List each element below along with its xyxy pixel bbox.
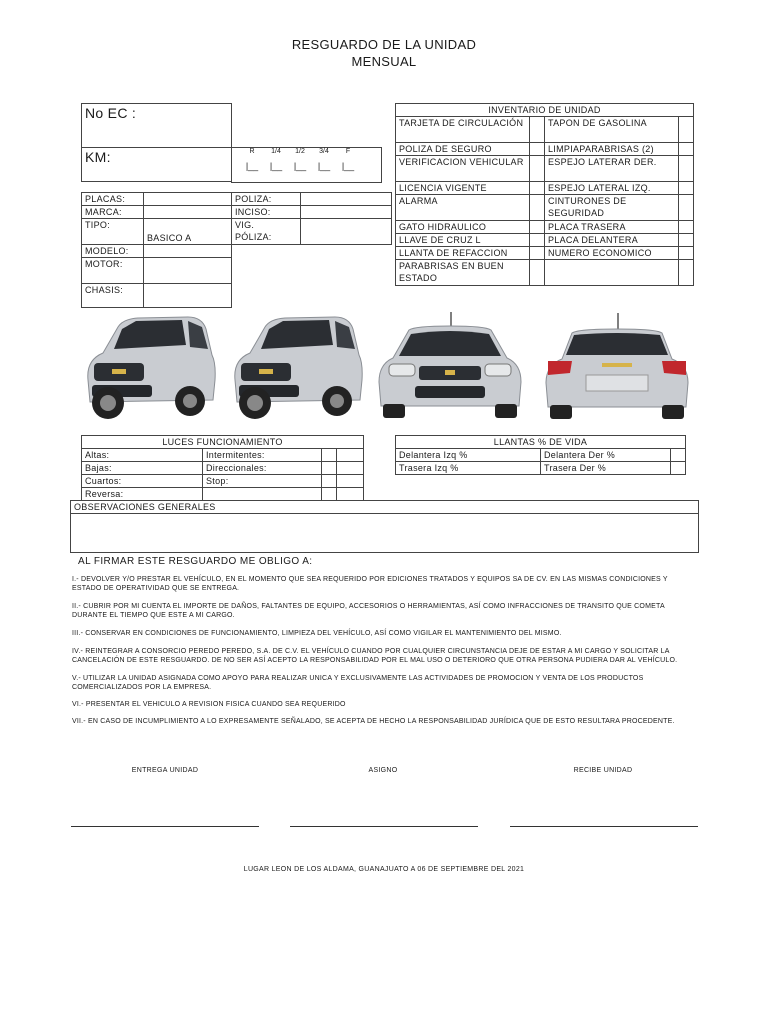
inventory-check[interactable] [679, 195, 694, 221]
sig-recibe-line[interactable] [510, 826, 698, 827]
sig-entrega-label: ENTREGA UNIDAD [131, 767, 199, 774]
inventory-check[interactable] [530, 182, 545, 195]
motor-label: MOTOR: [82, 258, 144, 284]
inventory-check[interactable] [679, 182, 694, 195]
light-direccionales-label: Direccionales: [203, 462, 322, 475]
inventory-item: VERIFICACION VEHICULAR [396, 156, 530, 182]
tire-tra-der-label: Trasera Der % [541, 462, 671, 475]
car-front-right-view [225, 305, 365, 423]
light-cuartos-label: Cuartos: [82, 475, 203, 488]
marca-value[interactable] [144, 206, 232, 219]
car-rear-view [542, 313, 692, 423]
motor-value[interactable] [144, 258, 232, 284]
empty-cell [232, 284, 301, 308]
inventory-check[interactable] [530, 156, 545, 182]
empty-cell [301, 245, 392, 258]
inventory-item: LICENCIA VIGENTE [396, 182, 530, 195]
inventory-table [395, 103, 694, 286]
inventory-check[interactable] [679, 221, 694, 234]
light-check[interactable] [337, 475, 364, 488]
inventory-check[interactable] [530, 143, 545, 156]
tire-value[interactable] [671, 449, 686, 462]
vig-poliza-value[interactable] [301, 219, 392, 245]
fuel-levels [240, 148, 360, 155]
inventory-check[interactable] [679, 117, 694, 143]
empty-cell [232, 245, 301, 258]
lights-table [81, 435, 364, 501]
vig-poliza-label [232, 219, 301, 245]
fuel-check-quarter[interactable]: |__ [269, 161, 283, 171]
sig-entrega-line[interactable] [71, 826, 259, 827]
inventory-check[interactable] [679, 234, 694, 247]
fuel-check-r[interactable]: |__ [245, 161, 259, 171]
light-check[interactable] [322, 475, 337, 488]
modelo-label: MODELO: [82, 245, 144, 258]
inventory-item: TARJETA DE CIRCULACIÓN [396, 117, 530, 143]
light-check[interactable] [322, 488, 337, 501]
chasis-value[interactable] [144, 284, 232, 308]
fuel-check-three-quarter[interactable]: |__ [317, 161, 331, 171]
no-ec-label: No EC : [85, 105, 137, 121]
km-field[interactable] [82, 148, 232, 182]
placas-value[interactable] [144, 193, 232, 206]
poliza-value[interactable] [301, 193, 392, 206]
inventory-check[interactable] [530, 195, 545, 221]
inventory-item: NUMERO ECONOMICO [545, 247, 679, 260]
empty-cell [301, 258, 392, 284]
sig-asigno-line[interactable] [290, 826, 478, 827]
car-front-left-view [78, 305, 218, 423]
empty-cell [301, 284, 392, 308]
empty-cell [232, 258, 301, 284]
tire-del-izq-label: Delantera Izq % [396, 449, 541, 462]
fuel-level-half: 1/2 [295, 148, 305, 155]
inventory-check[interactable] [679, 247, 694, 260]
light-reversa-label: Reversa: [82, 488, 203, 501]
inventory-item: LIMPIAPARABRISAS (2) [545, 143, 679, 156]
inventory-check[interactable] [530, 234, 545, 247]
fuel-check-full[interactable]: |__ [341, 161, 355, 171]
clause-3: III.- CONSERVAR EN CONDICIONES DE FUNCIONAMIENTO, LIMPIEZA DEL VEHÍCULO, ASÍ COMO VIGILAR EL MANTENIMIENTO DEL MISMO. [72, 630, 562, 637]
vig-line1: VIG. [235, 220, 255, 230]
fuel-level-three-quarter: 3/4 [319, 148, 329, 155]
tires-title: LLANTAS % DE VIDA [396, 436, 686, 449]
light-altas-label: Altas: [82, 449, 203, 462]
km-label: KM: [85, 149, 111, 165]
inventory-item: ESPEJO LATERAL IZQ. [545, 182, 679, 195]
light-check[interactable] [337, 449, 364, 462]
observations-box[interactable] [70, 500, 699, 553]
commitment-heading: AL FIRMAR ESTE RESGUARDO ME OBLIGO A: [78, 556, 313, 567]
light-intermitentes-label: Intermitentes: [203, 449, 322, 462]
inventory-check[interactable] [679, 143, 694, 156]
inventory-item: TAPON DE GASOLINA [545, 117, 679, 143]
tipo-label: TIPO: [82, 219, 144, 245]
tires-table [395, 435, 686, 475]
inventory-item: POLIZA DE SEGURO [396, 143, 530, 156]
clause-1: I.- DEVOLVER Y/O PRESTAR EL VEHÍCULO, EN EL MOMENTO QUE SEA REQUERIDO POR EDICIONES TRATADOS Y EQUIPOS SA DE CV. EN LAS MISMAS CONDICIONES Y ESTADO DE OPERATIVIDAD QUE SE ENTREGA. [72, 576, 668, 592]
clause-5: V.- UTILIZAR LA UNIDAD ASIGNADA COMO APOYO PARA REALIZAR UNICA Y EXCLUSIVAMENTE LAS ACTIVIDADES DE PROMOCION Y VENTA DE LOS PRODUCTOS COMERCIALIZADOS POR LA EMPRESA. [72, 675, 644, 691]
header-box [81, 103, 232, 182]
tipo-value[interactable]: BASICO A [144, 219, 232, 245]
light-check[interactable] [337, 462, 364, 475]
vig-line2: PÓLIZA: [235, 232, 272, 242]
inventory-check[interactable] [679, 260, 694, 286]
inventory-check[interactable] [679, 156, 694, 182]
tire-value[interactable] [671, 462, 686, 475]
fuel-level-quarter: 1/4 [271, 148, 281, 155]
fuel-level-r: R [249, 148, 255, 155]
fuel-level-full: F [345, 148, 351, 155]
poliza-label: POLIZA: [232, 193, 301, 206]
inventory-item: GATO HIDRAULICO [396, 221, 530, 234]
inventory-item: ESPEJO LATERAR DER. [545, 156, 679, 182]
sig-recibe-label: RECIBE UNIDAD [573, 767, 633, 774]
fuel-check-half[interactable]: |__ [293, 161, 307, 171]
inventory-item [545, 260, 679, 286]
clause-7: VII.- EN CASO DE INCUMPLIMIENTO A LO EXPRESAMENTE SEÑALADO, SE ACEPTA DE HECHO LA RESPONSABILIDAD JURÍDICA QUE DE ESTO RESULTARA PROCEDENTE. [72, 718, 675, 725]
placas-label: PLACAS: [82, 193, 144, 206]
inventory-check[interactable] [530, 117, 545, 143]
vehicle-data-table [81, 192, 392, 308]
lights-title: LUCES FUNCIONAMIENTO [82, 436, 364, 449]
clause-2: II.- CUBRIR POR MI CUENTA EL IMPORTE DE DAÑOS, FALTANTES DE EQUIPO, ACCESORIOS O HERRAMIENTAS, ASÍ COMO INFRACCIONES DE TRANSITO QUE COMETA DURANTE EL TIEMPO QUE ESTE A MI CARGO. [72, 603, 665, 619]
light-bajas-label: Bajas: [82, 462, 203, 475]
chasis-label: CHASIS: [82, 284, 144, 308]
inventory-item: LLANTA DE REFACCION [396, 247, 530, 260]
place-date: LUGAR LEON DE LOS ALDAMA, GUANAJUATO A 06 DE SEPTIEMBRE DEL 2021 [243, 866, 525, 873]
car-front-view [375, 310, 525, 422]
light-check[interactable] [203, 488, 322, 501]
marca-label: MARCA: [82, 206, 144, 219]
inventory-item: LLAVE DE CRUZ L [396, 234, 530, 247]
no-ec-field[interactable] [82, 104, 232, 148]
document-subtitle: MENSUAL [351, 54, 417, 69]
light-check[interactable] [322, 462, 337, 475]
light-stop-label: Stop: [203, 475, 322, 488]
inciso-value[interactable] [301, 206, 392, 219]
inventory-item: PARABRISAS EN BUEN ESTADO [396, 260, 530, 286]
clause-4: IV.- REINTEGRAR A CONSORCIO PEREDO PEREDO, S.A. DE C.V. EL VEHÍCULO CUANDO POR CUALQUIER CIRCUNSTANCIA DEJE DE ESTAR A MI CARGO Y SOLICITAR LA CANCELACIÓN DE ESTE RESGUARDO. DE NO SER ASÍ ACEPTO LA RESPONSABILIDAD POR EL MAL USO O DETERIORO QUE OTRA PERSONA PUDIERA DAR AL VEHÍCULO. [72, 648, 678, 664]
inventory-check[interactable] [530, 247, 545, 260]
inventory-check[interactable] [530, 260, 545, 286]
light-check[interactable] [337, 488, 364, 501]
inventory-item: CINTURONES DE SEGURIDAD [545, 195, 679, 221]
inventory-item: PLACA TRASERA [545, 221, 679, 234]
modelo-value[interactable] [144, 245, 232, 258]
inventory-title: INVENTARIO DE UNIDAD [396, 104, 694, 117]
light-check[interactable] [322, 449, 337, 462]
observations-title: OBSERVACIONES GENERALES [71, 501, 698, 514]
clause-6: VI.- PRESENTAR EL VEHICULO A REVISION FISICA CUANDO SEA REQUERIDO [72, 701, 346, 708]
sig-asigno-label: ASIGNO [368, 767, 398, 774]
tire-del-der-label: Delantera Der % [541, 449, 671, 462]
tire-tra-izq-label: Trasera Izq % [396, 462, 541, 475]
document-title: RESGUARDO DE LA UNIDAD [291, 37, 477, 52]
inventory-item: ALARMA [396, 195, 530, 221]
fuel-checkboxes [240, 161, 360, 171]
inciso-label: INCISO: [232, 206, 301, 219]
inventory-item: PLACA DELANTERA [545, 234, 679, 247]
inventory-check[interactable] [530, 221, 545, 234]
